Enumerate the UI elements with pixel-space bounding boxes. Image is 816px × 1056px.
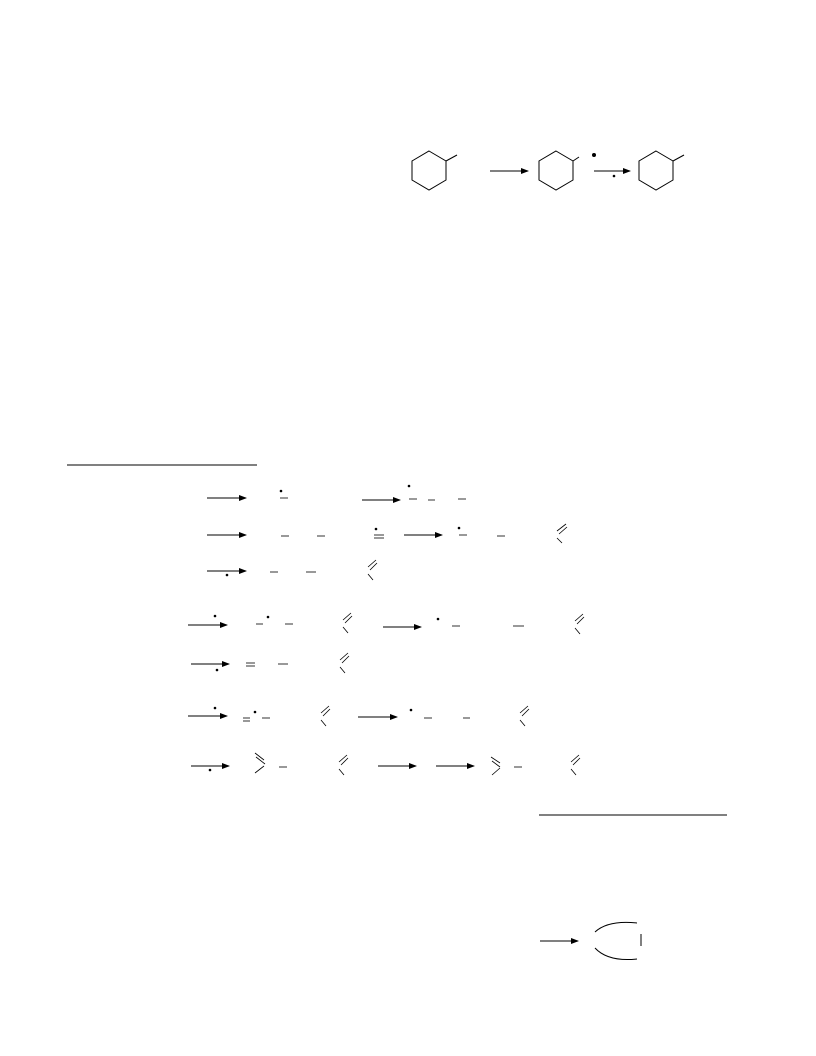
double-bond-icon (491, 757, 500, 775)
radical-dot-icon (267, 616, 270, 619)
double-bond-icon (557, 524, 567, 543)
double-bond-icon (255, 753, 265, 773)
double-bond-icon (368, 560, 377, 580)
hexagon-ring-icon (539, 151, 579, 190)
double-bond-icon (575, 614, 584, 634)
radical-dot-icon (280, 490, 283, 493)
radical-dot-icon (214, 707, 217, 710)
radical-dot-icon (410, 709, 413, 712)
radical-dot-icon (437, 618, 440, 621)
radical-dot-icon (375, 528, 378, 531)
hexagon-ring-icon (639, 151, 684, 190)
hexagon-ring-icon (412, 151, 457, 190)
radical-dot-icon (613, 175, 616, 178)
bottom-reaction-scheme (540, 922, 641, 959)
double-bond-icon (374, 535, 384, 538)
middle-reaction-scheme (188, 485, 584, 775)
radical-dot-icon (209, 769, 212, 772)
double-bond-icon (321, 706, 330, 726)
radical-dot-icon (254, 711, 257, 714)
radical-dot-icon (226, 574, 229, 577)
double-bond-icon (243, 718, 250, 721)
top-reaction-scheme (412, 151, 684, 190)
double-bond-icon (339, 755, 348, 775)
double-bond-icon (246, 663, 255, 666)
double-bond-icon (571, 755, 580, 775)
radical-dot-icon (408, 485, 411, 488)
double-bond-icon (340, 653, 349, 673)
ring-fragment-icon (595, 922, 641, 959)
radical-dot-icon (592, 153, 596, 157)
double-bond-icon (520, 706, 529, 726)
radical-dot-icon (214, 615, 217, 618)
double-bond-icon (343, 613, 352, 633)
radical-dot-icon (458, 527, 461, 530)
radical-dot-icon (216, 669, 219, 672)
